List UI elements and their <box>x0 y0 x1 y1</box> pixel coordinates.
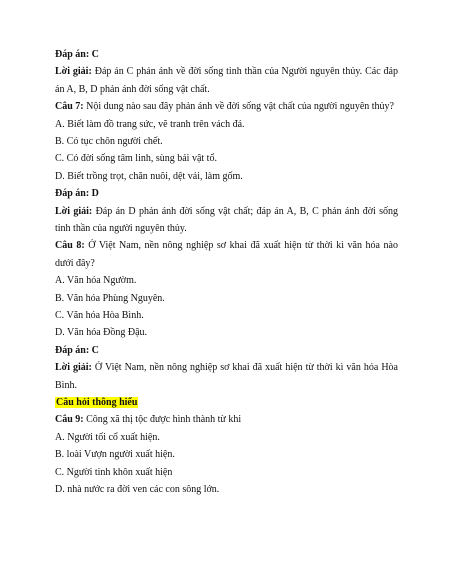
question-9: Câu 9: Công xã thị tộc được hình thành từ khi <box>55 414 242 426</box>
answer-label: Đáp án: C <box>55 344 99 356</box>
question-8: Câu 8: Ở Việt Nam, nền nông nghiệp sơ khai đã xuất hiện từ thời kì văn hóa nào dưới đây? <box>55 240 398 269</box>
option-b: B. Có tục chôn người chết. <box>55 136 163 147</box>
section-heading-highlight: Câu hỏi thông hiểu <box>56 396 138 408</box>
section-heading <box>55 394 398 411</box>
question-7: Câu 7: Nội dung nào sau đây phản ánh về đời sống vật chất của người nguyên thủy? <box>55 101 394 113</box>
option-d: D. Văn hóa Đồng Đậu. <box>55 327 148 339</box>
option-b: B. Văn hóa Phùng Nguyên. <box>55 292 165 304</box>
option-c: C. Người tinh khôn xuất hiện <box>55 466 173 478</box>
option-c: C. Văn hóa Hòa Bình. <box>55 309 144 321</box>
option-a: A. Biết làm đồ trang sức, vẽ tranh trên vách đá. <box>55 118 245 130</box>
answer-label: Đáp án: C <box>55 49 99 60</box>
explanation: Lời giải: Đáp án C phản ánh về đời sống tinh thần của Người nguyên thủy. Các đáp án A, B, D phản ánh đời sống vật chất. <box>55 66 398 95</box>
option-a: A. Văn hóa Ngườm. <box>55 275 137 287</box>
option-d: D. nhà nước ra đời ven các con sông lớn. <box>55 483 220 495</box>
option-d: D. Biết trồng trọt, chăn nuôi, dệt vải, làm gốm. <box>55 170 243 182</box>
explanation: Lời giải: Ở Việt Nam, nền nông nghiệp sơ khai đã xuất hiện từ thời kì văn hóa Hòa Bình. <box>55 362 398 391</box>
option-b: B. loài Vượn người xuất hiện. <box>55 449 175 461</box>
option-c: C. Có đời sống tâm linh, sùng bái vật tổ. <box>55 153 217 165</box>
answer-label: Đáp án: D <box>55 188 99 200</box>
explanation: Lời giải: Đáp án D phản ánh đời sống vật chất; đáp án A, B, C phản ánh đời sống tinh thần của người nguyên thủy. <box>55 205 399 234</box>
option-a: A. Người tối cổ xuất hiện. <box>55 431 160 443</box>
